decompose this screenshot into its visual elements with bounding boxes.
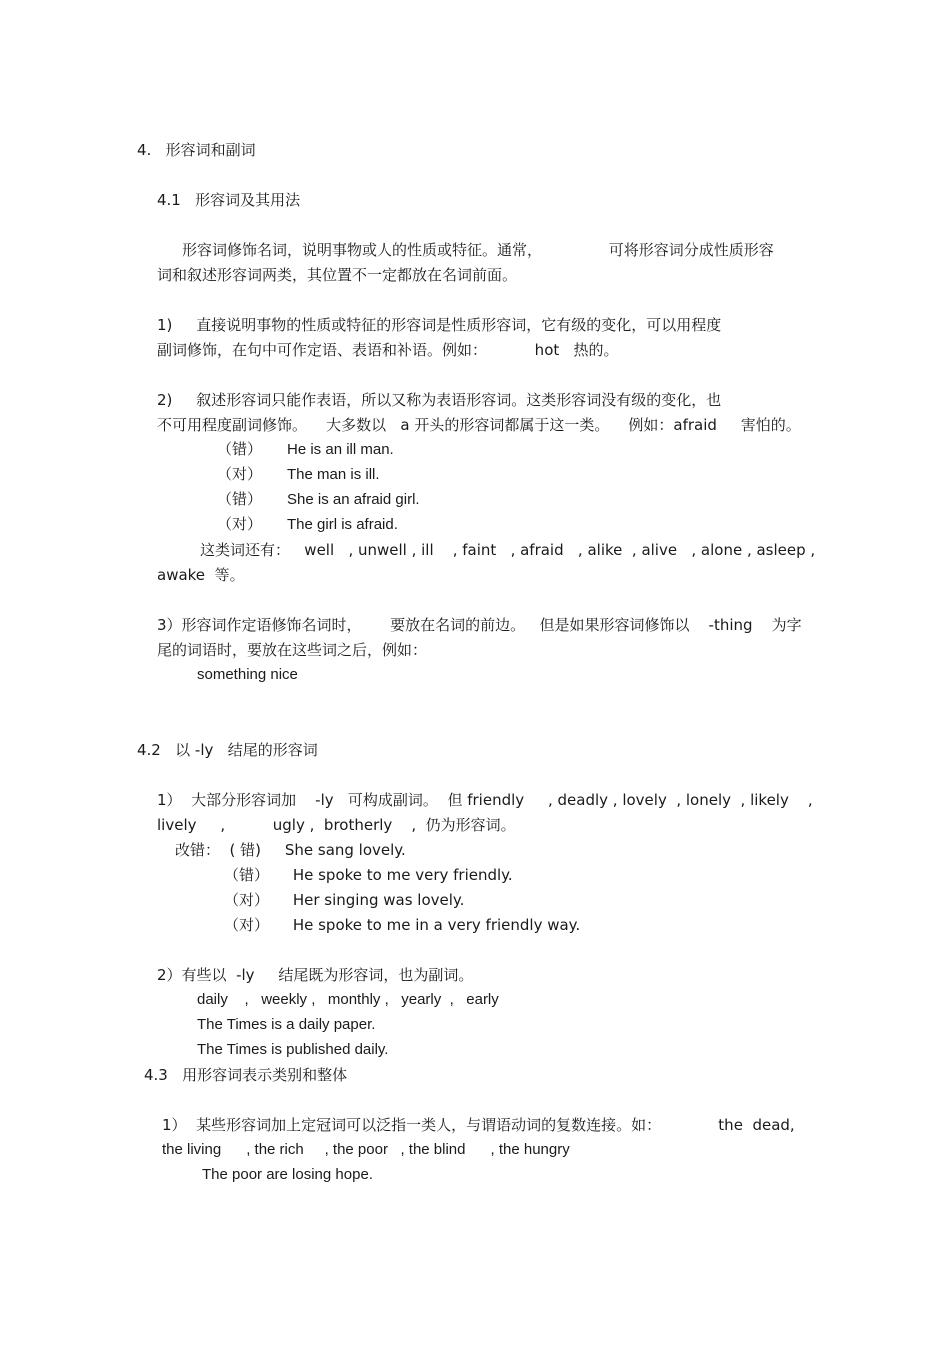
example-line: The poor are losing hope. — [202, 1166, 373, 1183]
example-line: （错） She is an afraid girl. — [217, 491, 420, 508]
example-line: （对） The man is ill. — [217, 466, 380, 483]
paragraph-line: 尾的词语时，要放在这些词之后，例如： — [157, 641, 428, 659]
paragraph-line: 副词修饰，在句中可作定语、表语和补语。例如： hot 热的。 — [157, 341, 619, 359]
paragraph-line: 词和叙述形容词两类，其位置不一定都放在名词前面。 — [157, 266, 518, 284]
example-line: The Times is published daily. — [197, 1041, 389, 1058]
paragraph-line: 1) 直接说明事物的性质或特征的形容词是性质形容词，它有级的变化，可以用程度 — [157, 316, 722, 334]
example-line: （错） He is an ill man. — [217, 441, 394, 458]
paragraph-line: lively , ugly , brotherly , 仍为形容词。 — [157, 816, 516, 834]
paragraph-line: 不可用程度副词修饰。 大多数以 a 开头的形容词都属于这一类。 例如：afraid 害怕的。 — [157, 416, 801, 434]
section-heading-4: 4. 形容词和副词 — [137, 141, 256, 159]
example-line: something nice — [197, 666, 298, 683]
paragraph-line: 2) 叙述形容词只能作表语，所以又称为表语形容词。这类形容词没有级的变化，也 — [157, 391, 722, 409]
example-line: （对） He spoke to me in a very friendly way. — [224, 916, 581, 934]
example-line: daily , weekly , monthly , yearly , early — [197, 991, 499, 1008]
paragraph-line: the living , the rich , the poor , the blind , the hungry — [162, 1141, 570, 1158]
paragraph-line: 这类词还有： well , unwell , ill , faint , afraid , alike , alive , alone , asleep , — [200, 541, 816, 559]
paragraph-line: awake 等。 — [157, 566, 245, 584]
example-line: （对） Her singing was lovely. — [224, 891, 465, 909]
subsection-heading-4-2: 4.2 以 -ly 结尾的形容词 — [137, 741, 318, 759]
example-line: （对） The girl is afraid. — [217, 516, 398, 533]
subsection-heading-4-1: 4.1 形容词及其用法 — [157, 191, 301, 209]
example-line: The Times is a daily paper. — [197, 1016, 376, 1033]
paragraph-line: 2）有些以 -ly 结尾既为形容词，也为副词。 — [157, 966, 474, 984]
example-line: 改错： ( 错) She sang lovely. — [175, 841, 406, 859]
paragraph-line: 形容词修饰名词，说明事物或人的性质或特征。通常， 可将形容词分成性质形容 — [182, 241, 774, 259]
paragraph-line: 1） 大部分形容词加 -ly 可构成副词。 但 friendly , deadly , lovely , lonely , likely , — [157, 791, 813, 809]
example-line: （错） He spoke to me very friendly. — [224, 866, 513, 884]
paragraph-line: 3）形容词作定语修饰名词时， 要放在名词的前边。 但是如果形容词修饰以 -thing 为字 — [157, 616, 802, 634]
subsection-heading-4-3: 4.3 用形容词表示类别和整体 — [144, 1066, 348, 1084]
paragraph-line: 1） 某些形容词加上定冠词可以泛指一类人，与谓语动词的复数连接。如： the dead, — [162, 1116, 795, 1134]
